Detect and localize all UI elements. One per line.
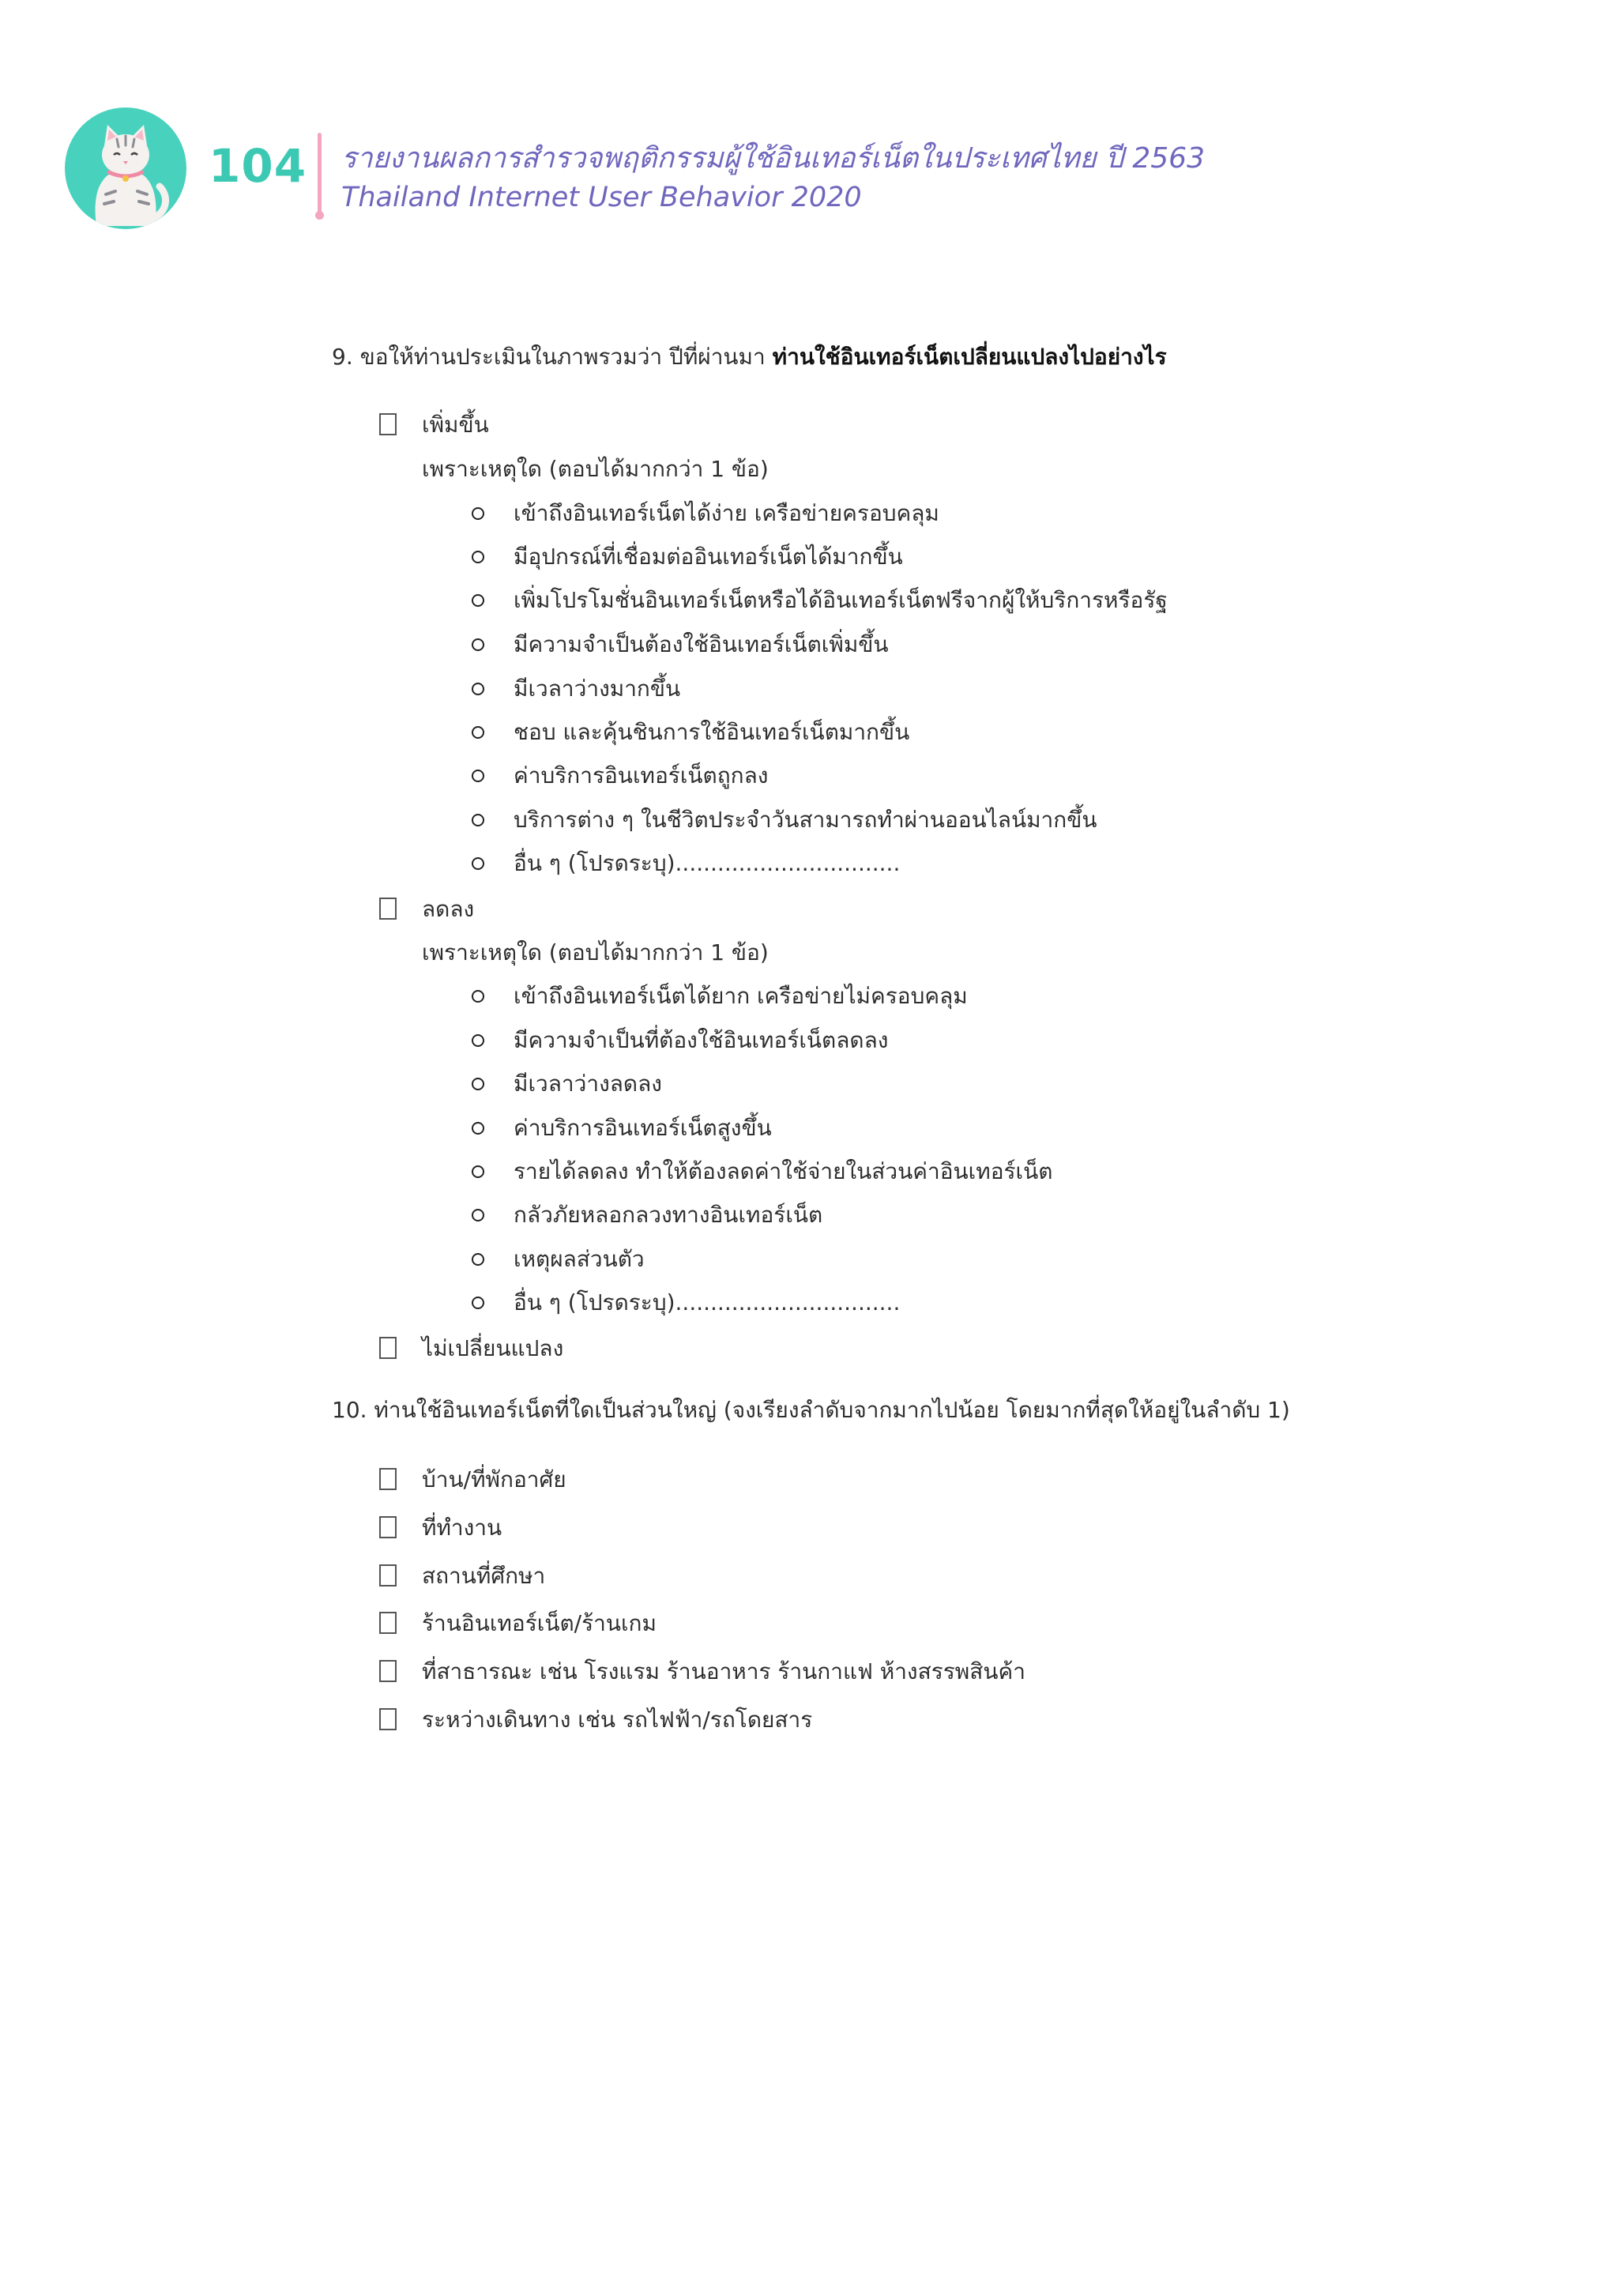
radio-increase-reason[interactable]: [472, 770, 484, 782]
checkbox-location[interactable]: [379, 1564, 397, 1586]
checkbox-increase[interactable]: [379, 413, 397, 435]
checkbox-location[interactable]: [379, 1468, 397, 1490]
checkbox-location[interactable]: [379, 1708, 397, 1730]
question-9: [332, 341, 1167, 373]
radio-decrease-reason[interactable]: [472, 1253, 484, 1266]
header-divider: [318, 133, 322, 213]
increase-reason-item: ค่าบริการอินเทอร์เน็ตถูกลง: [514, 762, 769, 789]
increase-reason-other: อื่น ๆ (โปรดระบุ)................................: [514, 850, 901, 876]
question-10: 10. ท่านใช้อินเทอร์เน็ตที่ใดเป็นส่วนใหญ่ (จงเรียงลำดับจากมากไปน้อย โดยมากที่สุดให้อยู่ในลำดับ 1): [332, 1397, 1290, 1423]
location-option: บ้าน/ที่พักอาศัย: [422, 1466, 566, 1492]
decrease-reason-item: มีเวลาว่างลดลง: [514, 1071, 662, 1097]
radio-decrease-reason[interactable]: [472, 1034, 484, 1047]
radio-increase-other[interactable]: [472, 857, 484, 870]
location-option: ระหว่างเดินทาง เช่น รถไฟฟ้า/รถโดยสาร: [422, 1707, 813, 1733]
checkbox-location[interactable]: [379, 1612, 397, 1634]
radio-increase-reason[interactable]: [472, 507, 484, 520]
location-option: ที่สาธารณะ เช่น โรงแรม ร้านอาหาร ร้านกาแฟ ห้างสรรพสินค้า: [422, 1658, 1025, 1684]
location-option: ที่ทำงาน: [422, 1515, 502, 1541]
decrease-reason-other: อื่น ๆ (โปรดระบุ)................................: [514, 1289, 901, 1315]
decrease-reason-prompt: เพราะเหตุใด (ตอบได้มากกว่า 1 ข้อ): [422, 939, 769, 965]
cat-logo: [65, 107, 186, 229]
radio-decrease-reason[interactable]: [472, 1209, 484, 1221]
radio-increase-reason[interactable]: [472, 726, 484, 739]
radio-decrease-other[interactable]: [472, 1297, 484, 1309]
checkbox-decrease[interactable]: [379, 898, 397, 920]
report-title-thai: รายงานผลการสำรวจพฤติกรรมผู้ใช้อินเทอร์เน็ตในประเทศไทย ปี 2563: [341, 142, 1205, 175]
checkbox-location[interactable]: [379, 1516, 397, 1538]
location-option: ร้านอินเทอร์เน็ต/ร้านเกม: [422, 1610, 657, 1636]
radio-increase-reason[interactable]: [472, 551, 484, 563]
increase-reason-item: ชอบ และคุ้นชินการใช้อินเทอร์เน็ตมากขึ้น: [514, 719, 910, 745]
radio-decrease-reason[interactable]: [472, 1122, 484, 1135]
decrease-reason-item: เหตุผลส่วนตัว: [514, 1246, 645, 1272]
checkbox-no-change[interactable]: [379, 1337, 397, 1359]
page-number: 104: [209, 139, 307, 193]
decrease-reason-item: ค่าบริการอินเทอร์เน็ตสูงขึ้น: [514, 1115, 772, 1141]
increase-reason-prompt: เพราะเหตุใด (ตอบได้มากกว่า 1 ข้อ): [422, 456, 769, 482]
increase-reason-item: มีเวลาว่างมากขึ้น: [514, 676, 681, 702]
radio-increase-reason[interactable]: [472, 638, 484, 651]
checkbox-location[interactable]: [379, 1660, 397, 1682]
option-increase-label: เพิ่มขึ้น: [422, 412, 489, 438]
increase-reason-item: เข้าถึงอินเทอร์เน็ตได้ง่าย เครือข่ายครอบคลุม: [514, 500, 939, 526]
increase-reason-item: บริการต่าง ๆ ในชีวิตประจำวันสามารถทำผ่านออนไลน์มากขึ้น: [514, 807, 1097, 833]
radio-increase-reason[interactable]: [472, 814, 484, 826]
location-option: สถานที่ศึกษา: [422, 1563, 546, 1589]
decrease-reason-item: รายได้ลดลง ทำให้ต้องลดค่าใช้จ่ายในส่วนค่าอินเทอร์เน็ต: [514, 1158, 1053, 1184]
increase-reason-item: เพิ่มโปรโมชั่นอินเทอร์เน็ตหรือได้อินเทอร์เน็ตฟรีจากผู้ให้บริการหรือรัฐ: [514, 587, 1168, 613]
question-9-text: 9. ขอให้ท่านประเมินในภาพรวมว่า ปีที่ผ่านมา: [332, 344, 773, 370]
increase-reason-item: มีความจำเป็นต้องใช้อินเทอร์เน็ตเพิ่มขึ้น: [514, 631, 889, 657]
cat-icon: [65, 107, 186, 229]
option-no-change-label: ไม่เปลี่ยนแปลง: [422, 1335, 564, 1361]
report-title-english: Thailand Internet User Behavior 2020: [341, 182, 862, 213]
question-9-emphasis: ท่านใช้อินเทอร์เน็ตเปลี่ยนแปลงไปอย่างไร: [772, 344, 1167, 370]
decrease-reason-item: มีความจำเป็นที่ต้องใช้อินเทอร์เน็ตลดลง: [514, 1027, 889, 1053]
radio-decrease-reason[interactable]: [472, 1165, 484, 1178]
increase-reason-item: มีอุปกรณ์ที่เชื่อมต่ออินเทอร์เน็ตได้มากขึ้น: [514, 544, 903, 570]
decrease-reason-item: กลัวภัยหลอกลวงทางอินเทอร์เน็ต: [514, 1202, 823, 1228]
radio-decrease-reason[interactable]: [472, 990, 484, 1003]
radio-increase-reason[interactable]: [472, 594, 484, 607]
decrease-reason-item: เข้าถึงอินเทอร์เน็ตได้ยาก เครือข่ายไม่ครอบคลุม: [514, 983, 968, 1009]
radio-decrease-reason[interactable]: [472, 1078, 484, 1090]
option-decrease-label: ลดลง: [422, 896, 475, 922]
radio-increase-reason[interactable]: [472, 683, 484, 695]
